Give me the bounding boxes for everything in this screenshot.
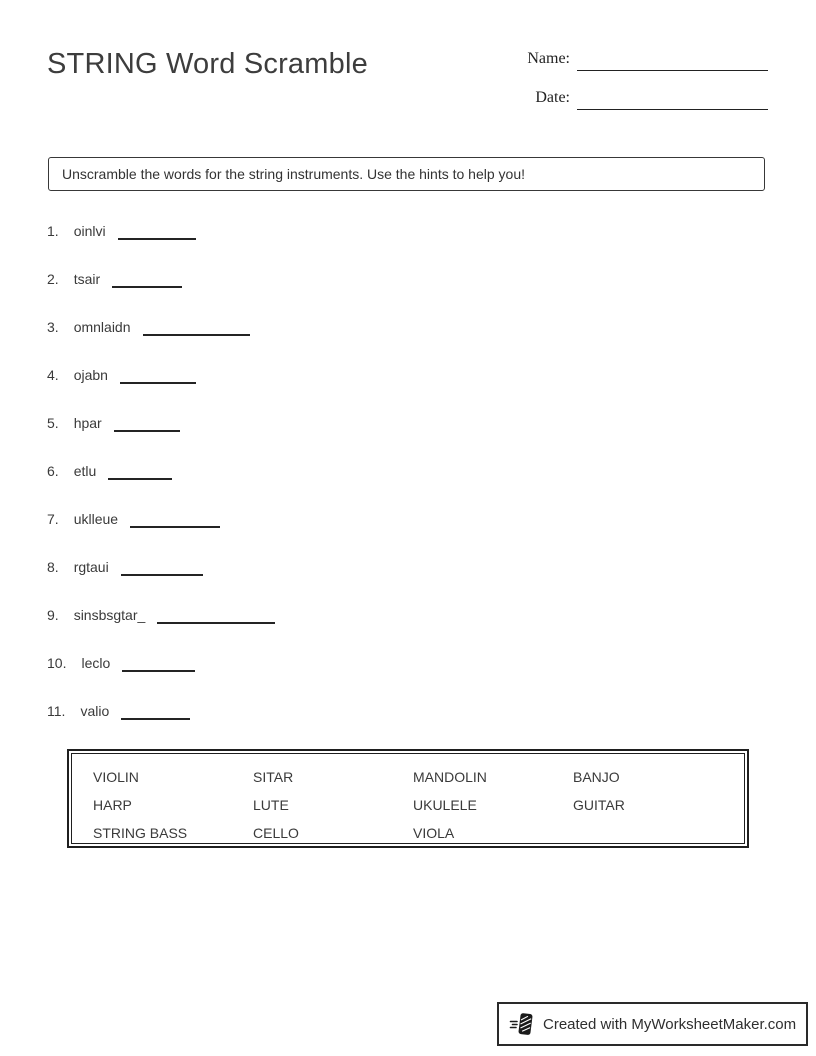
answer-blank-line <box>114 416 180 432</box>
answer-blank-line <box>122 656 195 672</box>
page-title: STRING Word Scramble <box>47 48 368 80</box>
item-number: 2. <box>47 271 59 287</box>
word-bank-word: MANDOLIN <box>413 769 487 785</box>
credit-box <box>497 1002 808 1046</box>
answer-blank-line <box>121 560 203 576</box>
item-number: 6. <box>47 463 59 479</box>
word-bank-word: UKULELE <box>413 797 477 813</box>
scrambled-word: sinsbsgtar_ <box>73 607 146 623</box>
word-bank-word: VIOLA <box>413 825 455 841</box>
name-label: Name: <box>527 50 570 67</box>
scrambled-word: leclo <box>81 655 111 671</box>
date-label: Date: <box>535 89 570 106</box>
scramble-item <box>47 320 747 368</box>
answer-blank-line <box>130 512 220 528</box>
scrambled-word: ojabn <box>73 367 108 383</box>
scrambled-word: valio <box>80 703 110 719</box>
scrambled-word: tsair <box>73 271 101 287</box>
scramble-item <box>47 608 747 656</box>
scramble-list <box>47 224 747 752</box>
scrambled-word: hpar <box>73 415 102 431</box>
item-number: 10. <box>47 655 67 671</box>
date-write-line <box>577 109 768 110</box>
answer-blank-line <box>108 464 172 480</box>
scrambled-word: omnlaidn <box>73 319 131 335</box>
answer-blank-line <box>118 224 196 240</box>
word-bank-word: BANJO <box>573 769 620 785</box>
item-number: 11. <box>47 703 66 719</box>
answer-blank-line <box>157 608 275 624</box>
scramble-item <box>47 560 747 608</box>
worksheet-maker-logo-icon <box>509 1011 535 1037</box>
answer-blank-line <box>121 704 190 720</box>
word-bank-word: CELLO <box>253 825 299 841</box>
credit-text: Created with MyWorksheetMaker.com <box>543 1015 797 1033</box>
answer-blank-line <box>143 320 250 336</box>
answer-blank-line <box>112 272 182 288</box>
scrambled-word: etlu <box>73 463 97 479</box>
item-number: 5. <box>47 415 59 431</box>
name-write-line <box>577 70 768 71</box>
scramble-item <box>47 704 747 752</box>
word-bank-word: SITAR <box>253 769 294 785</box>
word-bank-box <box>71 753 745 844</box>
scramble-item <box>47 512 747 560</box>
item-number: 3. <box>47 319 59 335</box>
item-number: 4. <box>47 367 59 383</box>
item-number: 8. <box>47 559 59 575</box>
word-bank-word: VIOLIN <box>93 769 139 785</box>
instructions-text: Unscramble the words for the string instruments. Use the hints to help you! <box>62 166 525 182</box>
answer-blank-line <box>120 368 196 384</box>
scrambled-word: rgtaui <box>73 559 109 575</box>
word-bank-word: STRING BASS <box>93 825 188 841</box>
item-number: 9. <box>47 607 59 623</box>
scramble-item <box>47 224 747 272</box>
word-bank-word: LUTE <box>253 797 289 813</box>
word-bank-word: HARP <box>93 797 132 813</box>
instructions-box <box>48 157 765 191</box>
item-number: 1. <box>47 223 59 239</box>
scramble-item <box>47 368 747 416</box>
scrambled-word: uklleue <box>73 511 119 527</box>
scramble-item <box>47 416 747 464</box>
scramble-item <box>47 272 747 320</box>
scramble-item <box>47 656 747 704</box>
scrambled-word: oinlvi <box>73 223 106 239</box>
item-number: 7. <box>47 511 59 527</box>
word-bank-grid <box>72 754 744 847</box>
word-bank-word: GUITAR <box>573 797 625 813</box>
scramble-item <box>47 464 747 512</box>
